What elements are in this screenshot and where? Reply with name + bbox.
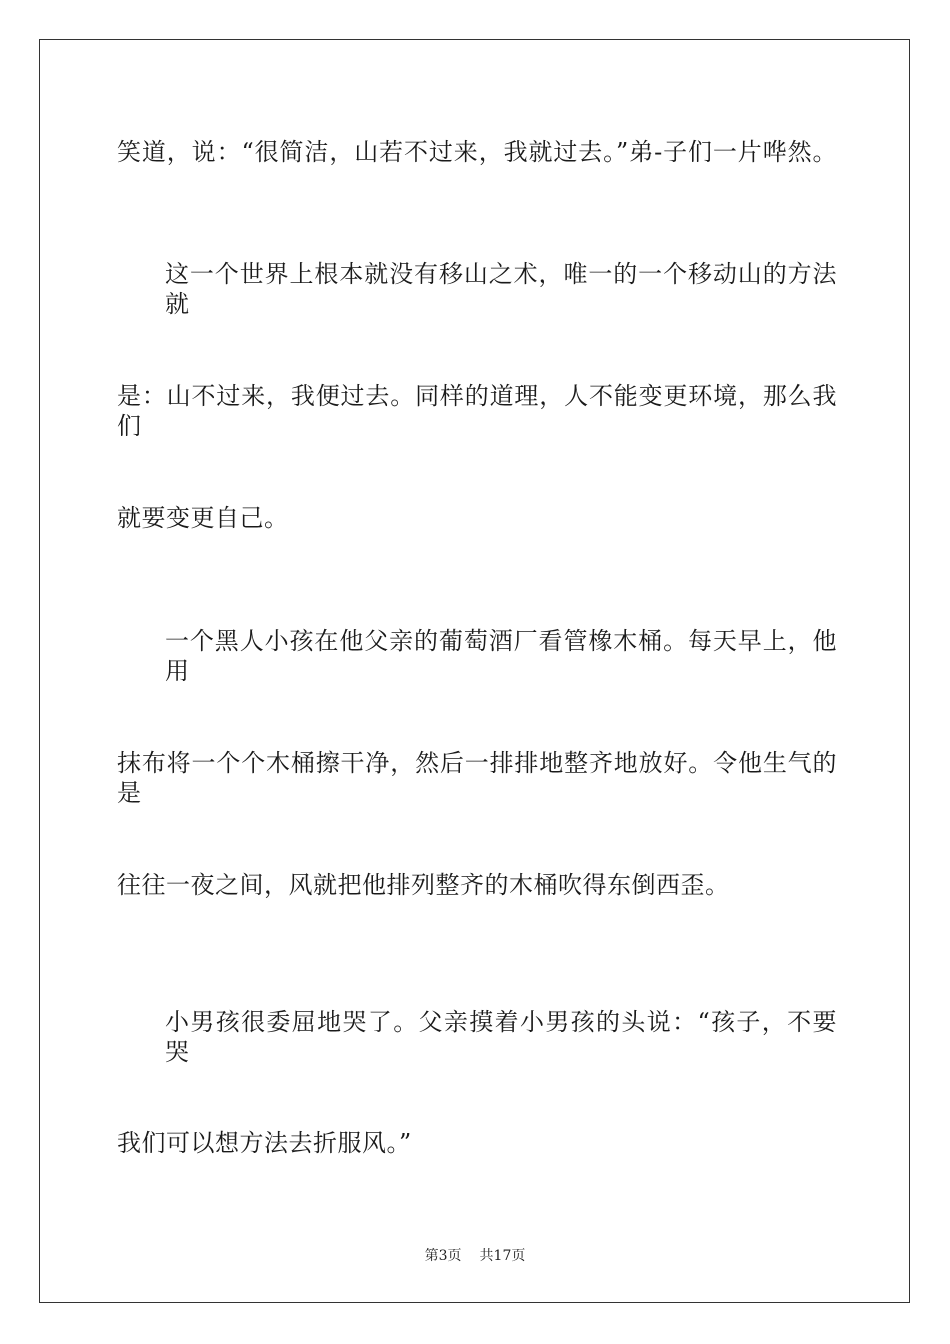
paragraph-last-line: 就要变更自己。 <box>117 504 289 532</box>
page-total: 共17页 <box>479 1248 526 1264</box>
text-line: 笑道，说：“很简洁，山若不过来，我就过去。”弟-子们一片哗然。 <box>117 138 837 166</box>
paragraph-first-line: 小男孩很委屈地哭了。父亲摸着小男孩的头说：“孩子，不要哭 <box>165 1008 837 1066</box>
paragraph-last-line: 我们可以想方法去折服风。” <box>117 1129 412 1157</box>
page-number: 第3页 <box>424 1248 462 1264</box>
paragraph-last-line: 往往一夜之间，风就把他排列整齐的木桶吹得东倒西歪。 <box>117 871 730 899</box>
page-footer <box>0 1247 950 1265</box>
paragraph-first-line: 这一个世界上根本就没有移山之术，唯一的一个移动山的方法就 <box>165 260 837 318</box>
text-line: 抹布将一个个木桶擦干净，然后一排排地整齐地放好。令他生气的是 <box>117 749 837 807</box>
paragraph-first-line: 一个黑人小孩在他父亲的葡萄酒厂看管橡木桶。每天早上，他用 <box>165 627 837 685</box>
text-line: 是：山不过来，我便过去。同样的道理，人不能变更环境，那么我们 <box>117 382 837 440</box>
